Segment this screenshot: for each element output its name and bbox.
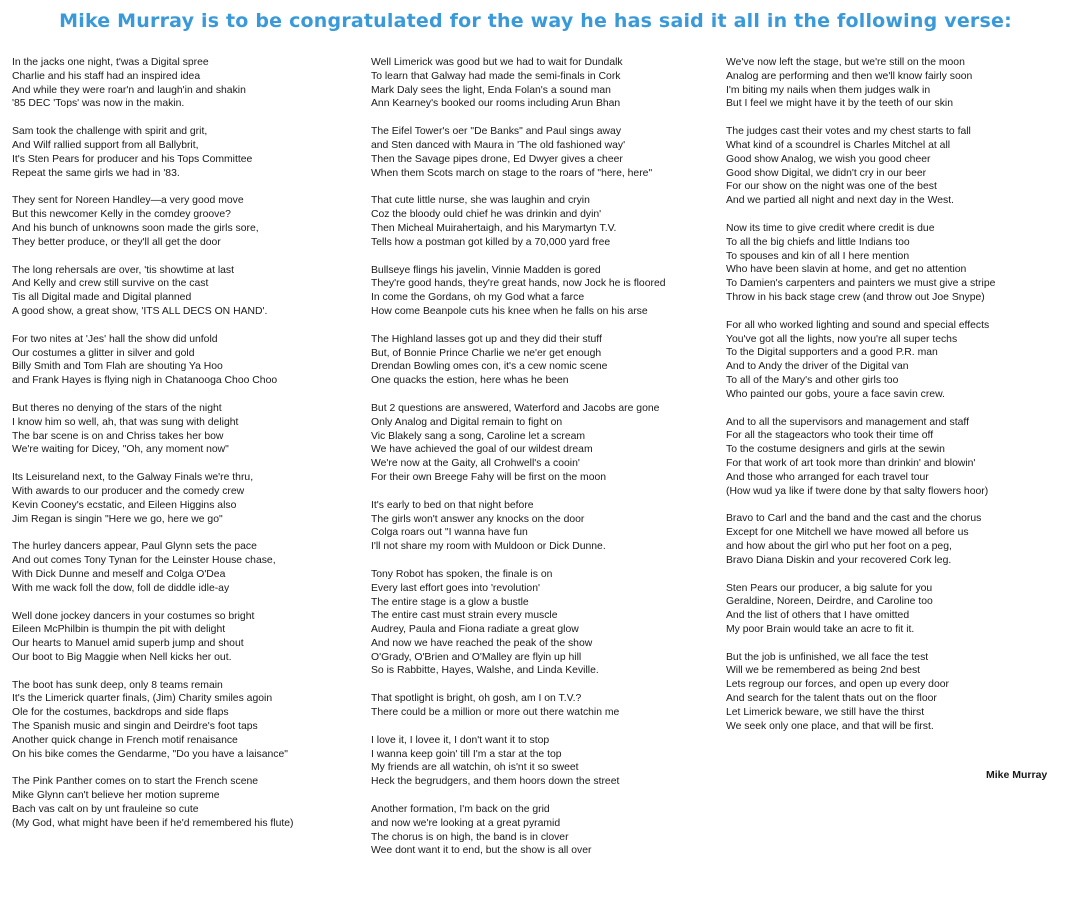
stanza bbox=[371, 125, 716, 180]
verse-line: Well Limerick was good but we had to wait for Dundalk bbox=[371, 57, 623, 68]
stanza bbox=[371, 402, 716, 485]
verse-line: I'm biting my nails when them judges walk in bbox=[726, 84, 931, 96]
stanza bbox=[12, 194, 357, 249]
verse-line: How come Beanpole cuts his knee when he falls on his arse bbox=[371, 305, 648, 317]
verse-line: Tells how a postman got killed by a 70,000 yard free bbox=[371, 236, 611, 248]
verse-line: To the costume designers and girls at the sewin bbox=[726, 444, 945, 456]
verse-line: O'Grady, O'Brien and O'Malley are flyin up hill bbox=[371, 651, 582, 663]
verse-line: I love it, I lovee it, I don't want it to stop bbox=[371, 734, 550, 746]
verse-line: There could be a million or more out there watchin me bbox=[371, 707, 620, 719]
stanza bbox=[12, 333, 357, 388]
verse-column-1 bbox=[12, 56, 357, 845]
verse-line: You've got all the lights, now you're all super techs bbox=[726, 333, 958, 345]
verse-line: But, of Bonnie Prince Charlie we ne'er get enough bbox=[371, 347, 602, 359]
verse-line: Sam took the challenge with spirit and grit, bbox=[12, 126, 208, 138]
verse-column-3 bbox=[726, 56, 1061, 747]
verse-line: They sent for Noreen Handley—a very good move bbox=[12, 195, 244, 207]
stanza bbox=[371, 803, 716, 858]
verse-line: It's Sten Pears for producer and his Tops Committee bbox=[12, 153, 253, 165]
verse-line: We've now left the stage, but we're still on the moon bbox=[726, 57, 965, 68]
verse-line: But 2 questions are answered, Waterford and Jacobs are gone bbox=[371, 402, 660, 414]
verse-line: To the Digital supporters and a good P.R. man bbox=[726, 347, 938, 359]
stanza bbox=[726, 222, 1061, 305]
page-title: Mike Murray is to be congratulated for the way he has said it all in the following verse: bbox=[59, 10, 1012, 32]
verse-line: That spotlight is bright, oh gosh, am I on T.V.? bbox=[371, 693, 582, 705]
stanza bbox=[371, 692, 716, 720]
verse-line: Good show Analog, we wish you good cheer bbox=[726, 153, 931, 165]
verse-line: My poor Brain would take an acre to fit it. bbox=[726, 623, 915, 635]
verse-line: But theres no denying of the stars of the night bbox=[12, 402, 222, 414]
verse-line: Ann Kearney's booked our rooms including Arun Bhan bbox=[371, 98, 621, 110]
verse-line: I'll not share my room with Muldoon or Dick Dunne. bbox=[371, 541, 606, 553]
verse-line: Then the Savage pipes drone, Ed Dwyer gives a cheer bbox=[371, 153, 623, 165]
stanza bbox=[371, 56, 716, 111]
verse-line: Then Micheal Muirahertaigh, and his Marymartyn T.V. bbox=[371, 222, 617, 234]
stanza bbox=[12, 402, 357, 457]
verse-line: And we partied all night and next day in the West. bbox=[726, 195, 954, 207]
verse-line: Who painted our gobs, youre a face savin crew. bbox=[726, 388, 945, 400]
verse-column-2 bbox=[371, 56, 716, 872]
verse-line: My friends are all watchin, oh is'nt it so sweet bbox=[371, 762, 579, 774]
verse-line: And to all the supervisors and management and staff bbox=[726, 416, 969, 428]
verse-line: In come the Gordans, oh my God what a farce bbox=[371, 292, 585, 304]
verse-line: With awards to our producer and the comedy crew bbox=[12, 485, 245, 497]
verse-line: The judges cast their votes and my chest starts to fall bbox=[726, 126, 971, 138]
verse-line: Except for one Mitchell we have mowed all before us bbox=[726, 527, 969, 539]
stanza bbox=[726, 651, 1061, 734]
verse-line: We're now at the Gaity, all Crohwell's a cooin' bbox=[371, 458, 580, 470]
verse-line: And search for the talent thats out on the floor bbox=[726, 693, 937, 705]
verse-line: and Sten danced with Maura in 'The old fashioned way' bbox=[371, 139, 626, 151]
stanza bbox=[12, 679, 357, 762]
verse-line: For all who worked lighting and sound and special effects bbox=[726, 319, 990, 331]
verse-line: The bar scene is on and Chriss takes her bow bbox=[12, 430, 224, 442]
verse-line: Our hearts to Manuel amid superb jump and shout bbox=[12, 638, 244, 650]
verse-line: The boot has sunk deep, only 8 teams remain bbox=[12, 679, 223, 691]
verse-line: And Kelly and crew still survive on the cast bbox=[12, 278, 209, 290]
verse-line: Tis all Digital made and Digital planned bbox=[12, 292, 192, 304]
stanza bbox=[371, 194, 716, 249]
verse-line: Colga roars out "I wanna have fun bbox=[371, 527, 528, 539]
verse-line: For our show on the night was one of the best bbox=[726, 181, 937, 193]
verse-line: To all of the Mary's and other girls too bbox=[726, 374, 899, 386]
verse-line: They better produce, or they'll all get the door bbox=[12, 236, 221, 248]
verse-line: To all the big chiefs and little Indians too bbox=[726, 236, 910, 248]
verse-line: They're good hands, they're great hands, now Jock he is floored bbox=[371, 278, 666, 290]
verse-line: Ole for the costumes, backdrops and side flaps bbox=[12, 707, 229, 719]
verse-line: And Wilf rallied support from all Ballybrit, bbox=[12, 139, 199, 151]
verse-line: (How wud ya like if twere done by that salty flowers hoor) bbox=[726, 485, 989, 497]
verse-line: Heck the begrudgers, and them hoors down the street bbox=[371, 776, 620, 788]
verse-line: Another formation, I'm back on the grid bbox=[371, 804, 550, 816]
verse-line: I know him so well, ah, that was sung with delight bbox=[12, 416, 239, 428]
verse-line: Its Leisureland next, to the Galway Finals we're thru, bbox=[12, 472, 254, 484]
verse-line: On his bike comes the Gendarme, "Do you have a laisance" bbox=[12, 748, 288, 760]
verse-line: And now we have reached the peak of the show bbox=[371, 637, 593, 649]
verse-line: '85 DEC 'Tops' was now in the makin. bbox=[12, 98, 185, 110]
verse-line: Charlie and his staff had an inspired idea bbox=[12, 70, 201, 82]
stanza bbox=[371, 333, 716, 388]
verse-line: Mark Daly sees the light, Enda Folan's a sound man bbox=[371, 84, 611, 96]
stanza bbox=[726, 56, 1061, 111]
verse-line: The entire cast must strain every muscle bbox=[371, 610, 558, 622]
verse-line: But I feel we might have it by the teeth of our skin bbox=[726, 98, 953, 110]
verse-line: To spouses and kin of all I here mention bbox=[726, 250, 910, 262]
verse-line: Kevin Cooney's ecstatic, and Eileen Higgins also bbox=[12, 499, 237, 511]
stanza bbox=[12, 56, 357, 111]
author-signature: Mike Murray bbox=[986, 769, 1048, 781]
verse-line: The Eifel Tower's oer "De Banks" and Paul sings away bbox=[371, 126, 622, 138]
verse-line: For their own Breege Fahy will be first on the moon bbox=[371, 471, 607, 483]
stanza bbox=[726, 582, 1061, 637]
stanza bbox=[12, 775, 357, 830]
verse-line: The Spanish music and singin and Deirdre's foot taps bbox=[12, 721, 258, 733]
verse-line: For two nites at 'Jes' hall the show did unfold bbox=[12, 333, 218, 345]
stanza bbox=[12, 264, 357, 319]
stanza bbox=[726, 319, 1061, 402]
verse-line: Good show Digital, we didn't cry in our beer bbox=[726, 167, 927, 179]
verse-line: Bravo Diana Diskin and your recovered Cork leg. bbox=[726, 554, 952, 566]
verse-line: So is Rabbitte, Hayes, Walshe, and Linda Keville. bbox=[371, 665, 599, 677]
verse-line: Bravo to Carl and the band and the cast and the chorus bbox=[726, 513, 982, 525]
verse-line: The entire stage is a glow a bustle bbox=[371, 596, 529, 608]
verse-line: The Pink Panther comes on to start the French scene bbox=[12, 776, 259, 788]
verse-line: With me wack foll the dow, foll de diddle idle-ay bbox=[12, 582, 230, 594]
verse-line: It's early to bed on that night before bbox=[371, 499, 534, 511]
verse-line: And out comes Tony Tynan for the Leinster House chase, bbox=[12, 555, 276, 567]
verse-line: I wanna keep goin' till I'm a star at the top bbox=[371, 748, 562, 760]
verse-line: And while they were roar'n and laugh'in and shakin bbox=[12, 84, 246, 96]
verse-line: Now its time to give credit where credit is due bbox=[726, 222, 935, 234]
verse-line: With Dick Dunne and meself and Colga O'Dea bbox=[12, 568, 226, 580]
verse-line: And to Andy the driver of the Digital van bbox=[726, 361, 909, 373]
stanza bbox=[726, 512, 1061, 567]
verse-line: Tony Robot has spoken, the finale is on bbox=[371, 568, 553, 580]
verse-line: That cute little nurse, she was laughin and cryin bbox=[371, 195, 590, 207]
verse-line: and how about the girl who put her foot on a peg, bbox=[726, 540, 952, 552]
verse-line: Every last effort goes into 'revolution' bbox=[371, 582, 540, 594]
verse-line: One quacks the estion, here whas he been bbox=[371, 375, 569, 387]
verse-line: Analog are performing and then we'll know fairly soon bbox=[726, 70, 973, 82]
verse-line: and now we're looking at a great pyramid bbox=[371, 817, 561, 829]
stanza bbox=[371, 734, 716, 789]
verse-line: A good show, a great show, 'ITS ALL DECS ON HAND'. bbox=[12, 305, 268, 317]
verse-line: And the list of others that I have omitted bbox=[726, 610, 910, 622]
verse-line: Lets regroup our forces, and open up every door bbox=[726, 679, 949, 691]
verse-line: To Damien's carpenters and painters we must give a stripe bbox=[726, 278, 996, 290]
verse-line: (My God, what might have been if he'd remembered his flute) bbox=[12, 817, 294, 829]
verse-line: But this newcomer Kelly in the comdey groove? bbox=[12, 209, 231, 221]
stanza bbox=[12, 610, 357, 665]
verse-line: and Frank Hayes is flying nigh in Chatanooga Choo Choo bbox=[12, 375, 278, 387]
verse-line: The girls won't answer any knocks on the door bbox=[371, 513, 585, 525]
verse-line: Throw in his back stage crew (and throw out Joe Snype) bbox=[726, 291, 985, 303]
verse-line: Geraldine, Noreen, Deirdre, and Caroline too bbox=[726, 596, 933, 608]
verse-line: In the jacks one night, t'was a Digital spree bbox=[12, 57, 209, 68]
verse-line: Well done jockey dancers in your costumes so bright bbox=[12, 610, 255, 622]
verse-line: Bach vas calt on by unt frauleine so cute bbox=[12, 804, 199, 816]
verse-line: But the job is unfinished, we all face the test bbox=[726, 651, 929, 663]
verse-line: The chorus is on high, the band is in clover bbox=[371, 831, 569, 843]
stanza bbox=[12, 471, 357, 526]
stanza bbox=[726, 416, 1061, 499]
stanza bbox=[371, 568, 716, 678]
verse-line: What kind of a scoundrel is Charles Mitchel at all bbox=[726, 139, 951, 151]
stanza bbox=[371, 264, 716, 319]
verse-line: Repeat the same girls we had in '83. bbox=[12, 167, 180, 179]
verse-line: For that work of art took more than drinkin' and blowin' bbox=[726, 457, 976, 469]
verse-line: We're waiting for Dicey, "Oh, any moment now" bbox=[12, 444, 229, 456]
verse-line: Who have been slavin at home, and get no attention bbox=[726, 264, 967, 276]
verse-line: And those who arranged for each travel tour bbox=[726, 471, 929, 483]
verse-line: Another quick change in French motif renaisance bbox=[12, 734, 238, 746]
verse-line: Our costumes a glitter in silver and gold bbox=[12, 347, 195, 359]
verse-line: Coz the bloody ould chief he was drinkin and dyin' bbox=[371, 209, 602, 221]
verse-line: For all the stageactors who took their time off bbox=[726, 430, 934, 442]
verse-line: It's the Limerick quarter finals, (Jim) Charity smiles agoin bbox=[12, 693, 273, 705]
verse-line: The Highland lasses got up and they did their stuff bbox=[371, 333, 602, 345]
verse-line: We seek only one place, and that will be first. bbox=[726, 720, 934, 732]
stanza bbox=[12, 540, 357, 595]
stanza bbox=[371, 499, 716, 554]
verse-line: Jim Regan is singin "Here we go, here we go" bbox=[12, 513, 223, 525]
verse-line: Will we be remembered as being 2nd best bbox=[726, 665, 921, 677]
verse-line: Eileen McPhilbin is thumpin the pit with delight bbox=[12, 624, 226, 636]
verse-line: Billy Smith and Tom Flah are shouting Ya Hoo bbox=[12, 361, 223, 373]
verse-line: Wee dont want it to end, but the show is all over bbox=[371, 845, 592, 857]
verse-line: Audrey, Paula and Fiona radiate a great glow bbox=[371, 624, 579, 636]
verse-line: Sten Pears our producer, a big salute for you bbox=[726, 582, 933, 594]
verse-line: Our boot to Big Maggie when Nell kicks her out. bbox=[12, 651, 232, 663]
stanza bbox=[12, 125, 357, 180]
verse-line: Let Limerick beware, we still have the thirst bbox=[726, 706, 925, 718]
stanza bbox=[726, 125, 1061, 208]
verse-line: We have achieved the goal of our wildest dream bbox=[371, 444, 593, 456]
verse-line: And his bunch of unknowns soon made the girls sore, bbox=[12, 222, 259, 234]
verse-line: The long rehersals are over, 'tis showtime at last bbox=[12, 264, 235, 276]
verse-line: Drendan Bowling omes con, it's a cew nomic scene bbox=[371, 361, 608, 373]
verse-line: The hurley dancers appear, Paul Glynn sets the pace bbox=[12, 541, 257, 553]
verse-line: Mike Glynn can't believe her motion supreme bbox=[12, 790, 220, 802]
verse-line: Vic Blakely sang a song, Caroline let a scream bbox=[371, 430, 586, 442]
verse-line: To learn that Galway had made the semi-finals in Cork bbox=[371, 70, 621, 82]
verse-line: When them Scots march on stage to the roars of "here, here" bbox=[371, 167, 653, 179]
verse-line: Bullseye flings his javelin, Vinnie Madden is gored bbox=[371, 264, 601, 276]
verse-line: Only Analog and Digital remain to fight on bbox=[371, 416, 563, 428]
